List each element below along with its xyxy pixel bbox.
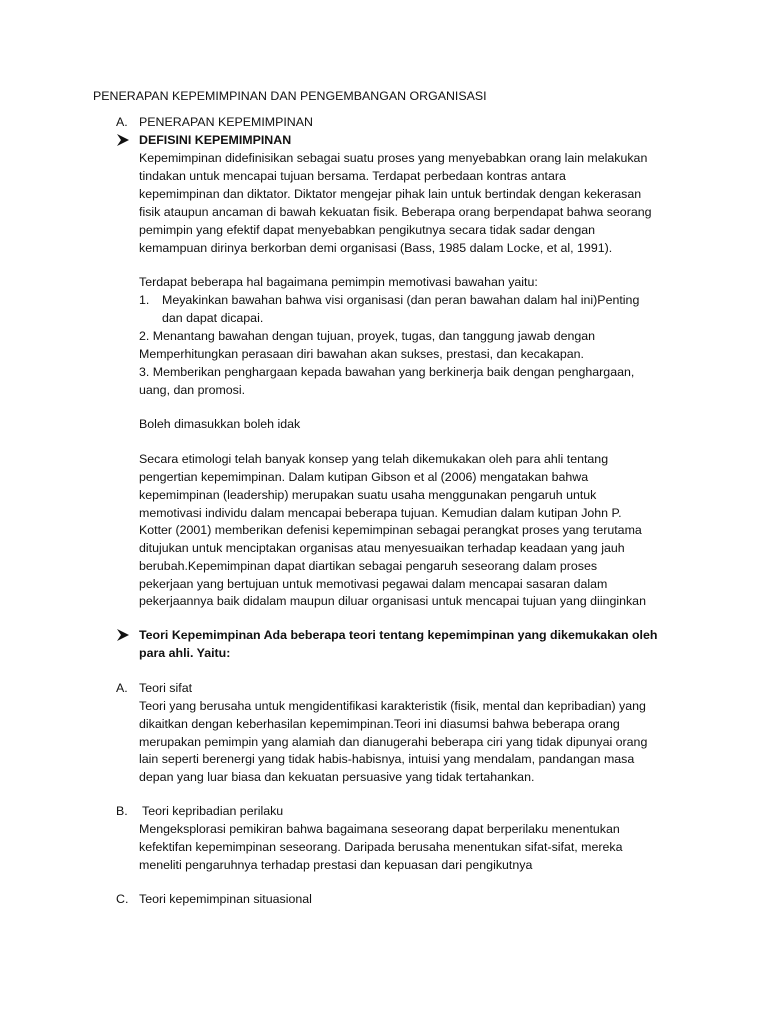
teori-b-title: Teori kepribadian perilaku: [142, 804, 284, 818]
section-a-marker: A.: [116, 115, 128, 129]
definisi-line: Kepemimpinan didefinisikan sebagai suatu proses yang menyebabkan orang lain melakukan: [139, 151, 648, 165]
etimologi-line: Kotter (2001) memberikan defenisi kepemimpinan sebagai perangkat proses yang terutama: [139, 523, 642, 537]
teori-b-line: kefektifan kepemimpinan seseorang. Daripada berusaha menentukan sifat-sifat, mereka: [139, 840, 623, 854]
teori-a-line: depan yang luar biasa dan kekuatan persuasive yang tidak tertahankan.: [139, 770, 535, 784]
motivasi-line: 3. Memberikan penghargaan kepada bawahan yang berkinerja baik dengan penghargaan,: [139, 365, 635, 379]
etimologi-line: kepemimpinan (leadership) merupakan suatu usaha menggunakan pengaruh untuk: [139, 488, 597, 502]
definisi-heading: DEFISINI KEPEMIMPINAN: [139, 133, 292, 147]
section-a-label: PENERAPAN KEPEMIMPINAN: [139, 115, 313, 129]
teori-heading-line: para ahli. Yaitu:: [139, 646, 231, 660]
definisi-line: pemimpin yang efektif dapat menyebabkan pengikutnya secara tidak sadar dengan: [139, 223, 595, 237]
teori-a-line: lain seperti berenergi yang tidak habis-habisnya, intuisi yang mendalam, pandangan masa: [139, 752, 635, 766]
definisi-line: kepemimpinan dan diktator. Diktator mengejar pihak lain untuk bertindak dengan kekerasan: [139, 187, 642, 201]
etimologi-line: pekerjaan yang bertujuan untuk memotivasi pegawai dalam mencapai sasaran dalam: [139, 577, 608, 591]
teori-b-line: meneliti pengaruhnya terhadap prestasi dan kepuasan dari pengikutnya: [139, 858, 533, 872]
motivasi-line: Memperhitungkan perasaan diri bawahan akan sukses, prestasi, dan kecakapan.: [139, 347, 584, 361]
teori-heading-line: Teori Kepemimpinan Ada beberapa teori tentang kepemimpinan yang dikemukakan oleh: [139, 628, 658, 642]
motivasi-line: uang, dan promosi.: [139, 383, 246, 397]
teori-b-marker: B.: [116, 804, 128, 818]
definisi-line: tindakan untuk mencapai tujuan bersama. Terdapat perbedaan kontras antara: [139, 169, 566, 183]
definisi-line: fisik ataupun ancaman di bawah kekuatan fisik. Beberapa orang berpendapat bahwa seorang: [139, 205, 652, 219]
teori-a-title: Teori sifat: [139, 681, 193, 695]
teori-a-line: Teori yang berusaha untuk mengidentifikasi karakteristik (fisik, mental dan kepribadian) yang: [139, 699, 646, 713]
arrowhead-bullet-icon: [116, 133, 130, 147]
teori-a-line: dikaitkan dengan keberhasilan kepemimpinan.Teori ini diasumsi bahwa beberapa orang: [139, 717, 620, 731]
motivasi-item-line: dan dapat dicapai.: [162, 311, 264, 325]
definisi-line: kemampuan dirinya berkorban demi organisasi (Bass, 1985 dalam Locke, et al, 1991).: [139, 241, 613, 255]
teori-c-title: Teori kepemimpinan situasional: [139, 892, 312, 906]
motivasi-line: 2. Menantang bawahan dengan tujuan, proyek, tugas, dan tanggung jawab dengan: [139, 329, 596, 343]
etimologi-line: Secara etimologi telah banyak konsep yang telah dikemukakan oleh para ahli tentang: [139, 452, 609, 466]
etimologi-line: pekerjaannya baik didalam maupun diluar organisasi untuk mencapai tujuan yang diinginkan: [139, 594, 646, 608]
motivasi-item-marker: 1.: [139, 293, 150, 307]
arrowhead-bullet-icon: [116, 628, 130, 642]
etimologi-line: pengertian kepemimpinan. Dalam kutipan Gibson et al (2006) mengatakan bahwa: [139, 470, 589, 484]
etimologi-line: ditujukan untuk menciptakan organisas atau menyesuaikan terhadap keadaan yang jauh: [139, 541, 625, 555]
etimologi-line: berubah.Kepemimpinan dapat diartikan sebagai pengaruh seseorang dalam proses: [139, 559, 598, 573]
motivasi-intro: Terdapat beberapa hal bagaimana pemimpin memotivasi bawahan yaitu:: [139, 275, 538, 289]
teori-b-line: Mengeksplorasi pemikiran bahwa bagaimana seseorang dapat berperilaku menentukan: [139, 822, 620, 836]
teori-a-line: merupakan pemimpin yang alamiah dan dianugerahi beberapa ciri yang tidak dipunyai orang: [139, 735, 648, 749]
note-text: Boleh dimasukkan boleh idak: [139, 417, 301, 431]
motivasi-item-line: Meyakinkan bawahan bahwa visi organisasi (dan peran bawahan dalam hal ini)Penting: [162, 293, 640, 307]
teori-a-marker: A.: [116, 681, 128, 695]
document-title: PENERAPAN KEPEMIMPINAN DAN PENGEMBANGAN ORGANISASI: [93, 89, 487, 103]
etimologi-line: memotivasi individu dalam mencapai beberapa tujuan. Kemudian dalam kutipan John P.: [139, 506, 622, 520]
teori-c-marker: C.: [116, 892, 129, 906]
